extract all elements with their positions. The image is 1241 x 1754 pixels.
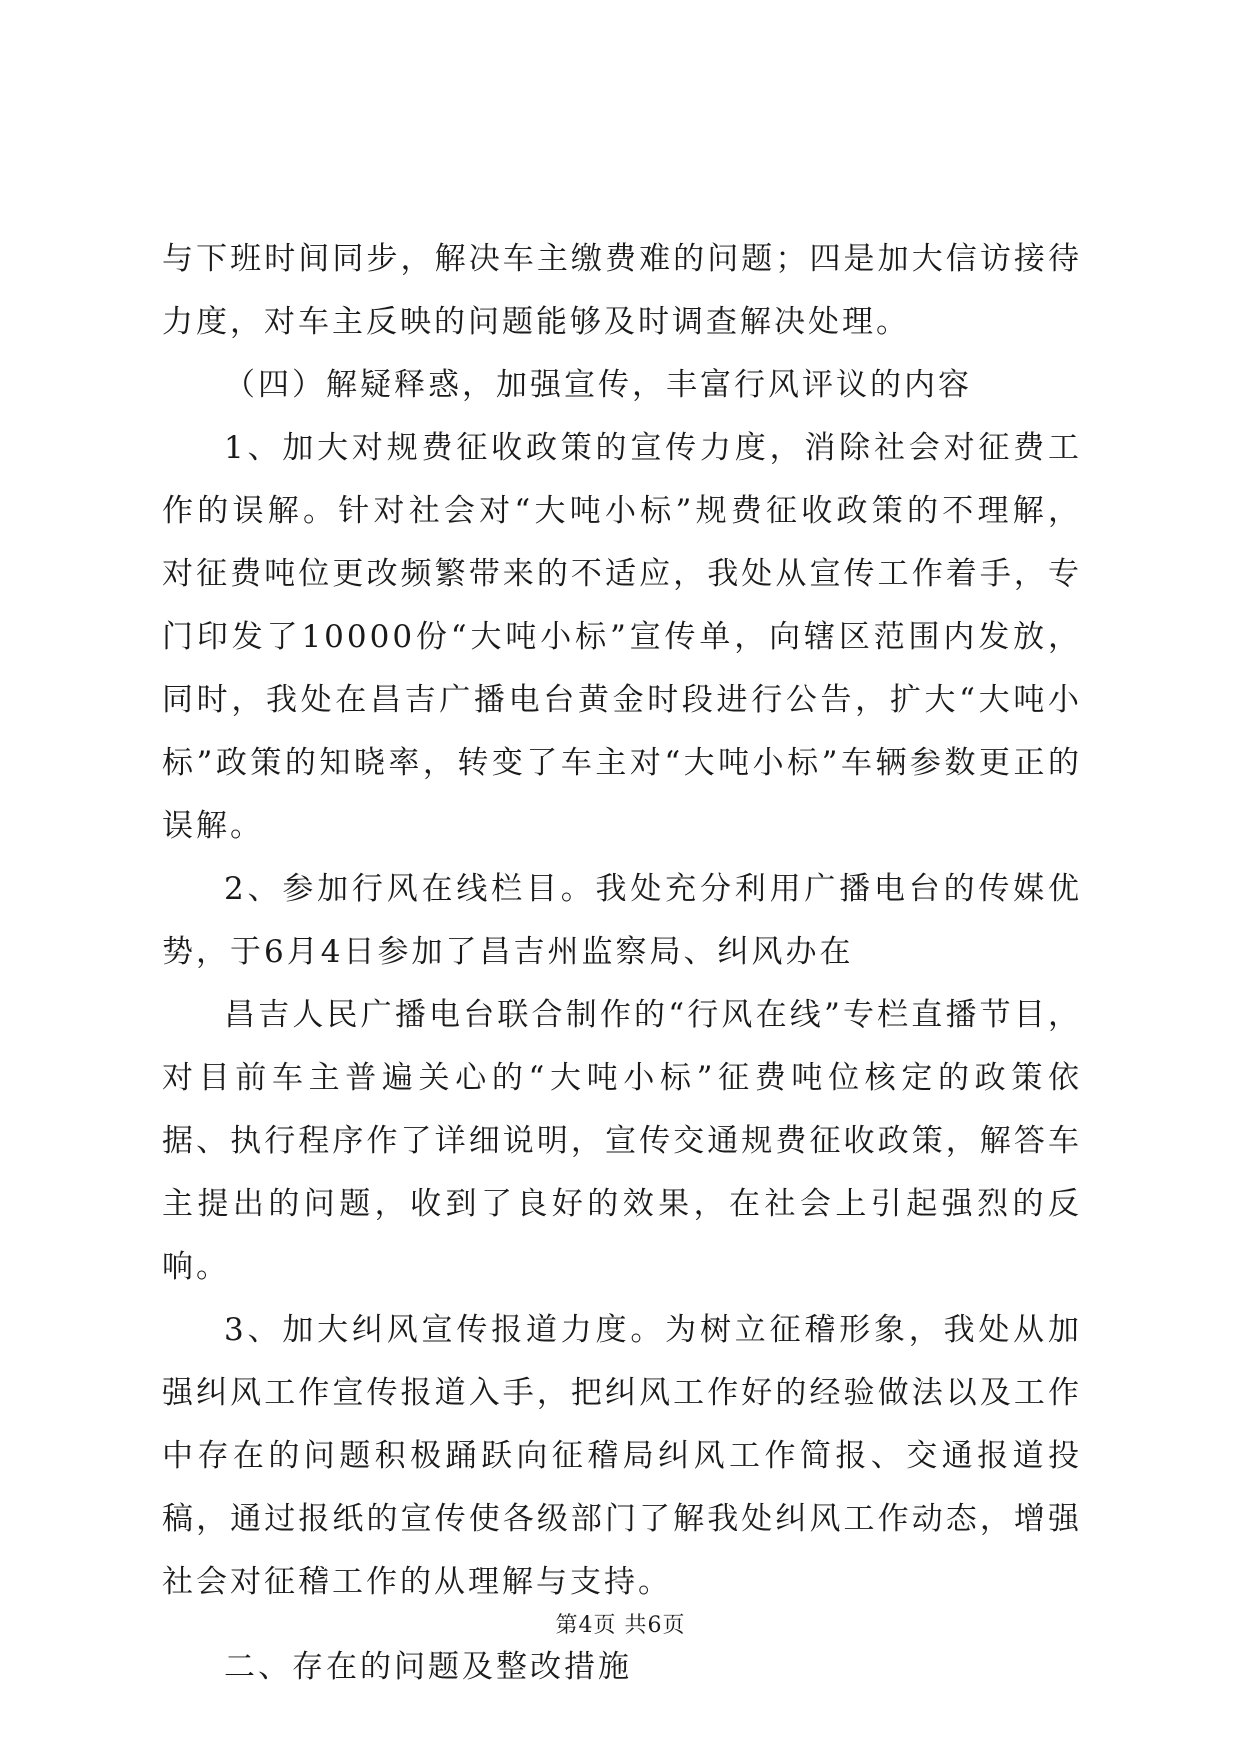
body-text	[162, 228, 1082, 1699]
paragraph-item-1: 1、加大对规费征收政策的宣传力度，消除社会对征费工作的误解。针对社会对“大吨小标”规费征收政策的不理解，对征费吨位更改频繁带来的不适应，我处从宣传工作着手，专门印发了10000份“大吨小标”宣传单，向辖区范围内发放，同时，我处在昌吉广播电台黄金时段进行公告，扩大“大吨小标”政策的知晓率，转变了车主对“大吨小标”车辆参数更正的误解。	[162, 430, 1082, 844]
section-heading-two: 二、存在的问题及整改措施	[224, 1649, 632, 1685]
paragraph-item-3: 3、加大纠风宣传报道力度。为树立征稽形象，我处从加强纠风工作宣传报道入手，把纠风工作好的经验做法以及工作中存在的问题积极踊跃向征稽局纠风工作简报、交通报道投稿，通过报纸的宣传使各级部门了解我处纠风工作动态，增强社会对征稽工作的从理解与支持。	[162, 1312, 1082, 1600]
paragraph-continuation: 与下班时间同步，解决车主缴费难的问题；四是加大信访接待力度，对车主反映的问题能够及时调查解决处理。	[162, 241, 1082, 340]
section-heading-four: （四）解疑释惑，加强宣传，丰富行风评议的内容	[224, 367, 972, 403]
page-footer: 第4页 共6页	[555, 1613, 686, 1638]
paragraph-item-2: 2、参加行风在线栏目。我处充分利用广播电台的传媒优势，于6月4日参加了昌吉州监察局、纠风办在	[162, 871, 1082, 970]
paragraph-item-2-continued: 昌吉人民广播电台联合制作的“行风在线”专栏直播节目，对目前车主普遍关心的“大吨小标”征费吨位核定的政策依据、执行程序作了详细说明，宣传交通规费征收政策，解答车主提出的问题，收到了良好的效果，在社会上引起强烈的反响。	[162, 997, 1082, 1285]
